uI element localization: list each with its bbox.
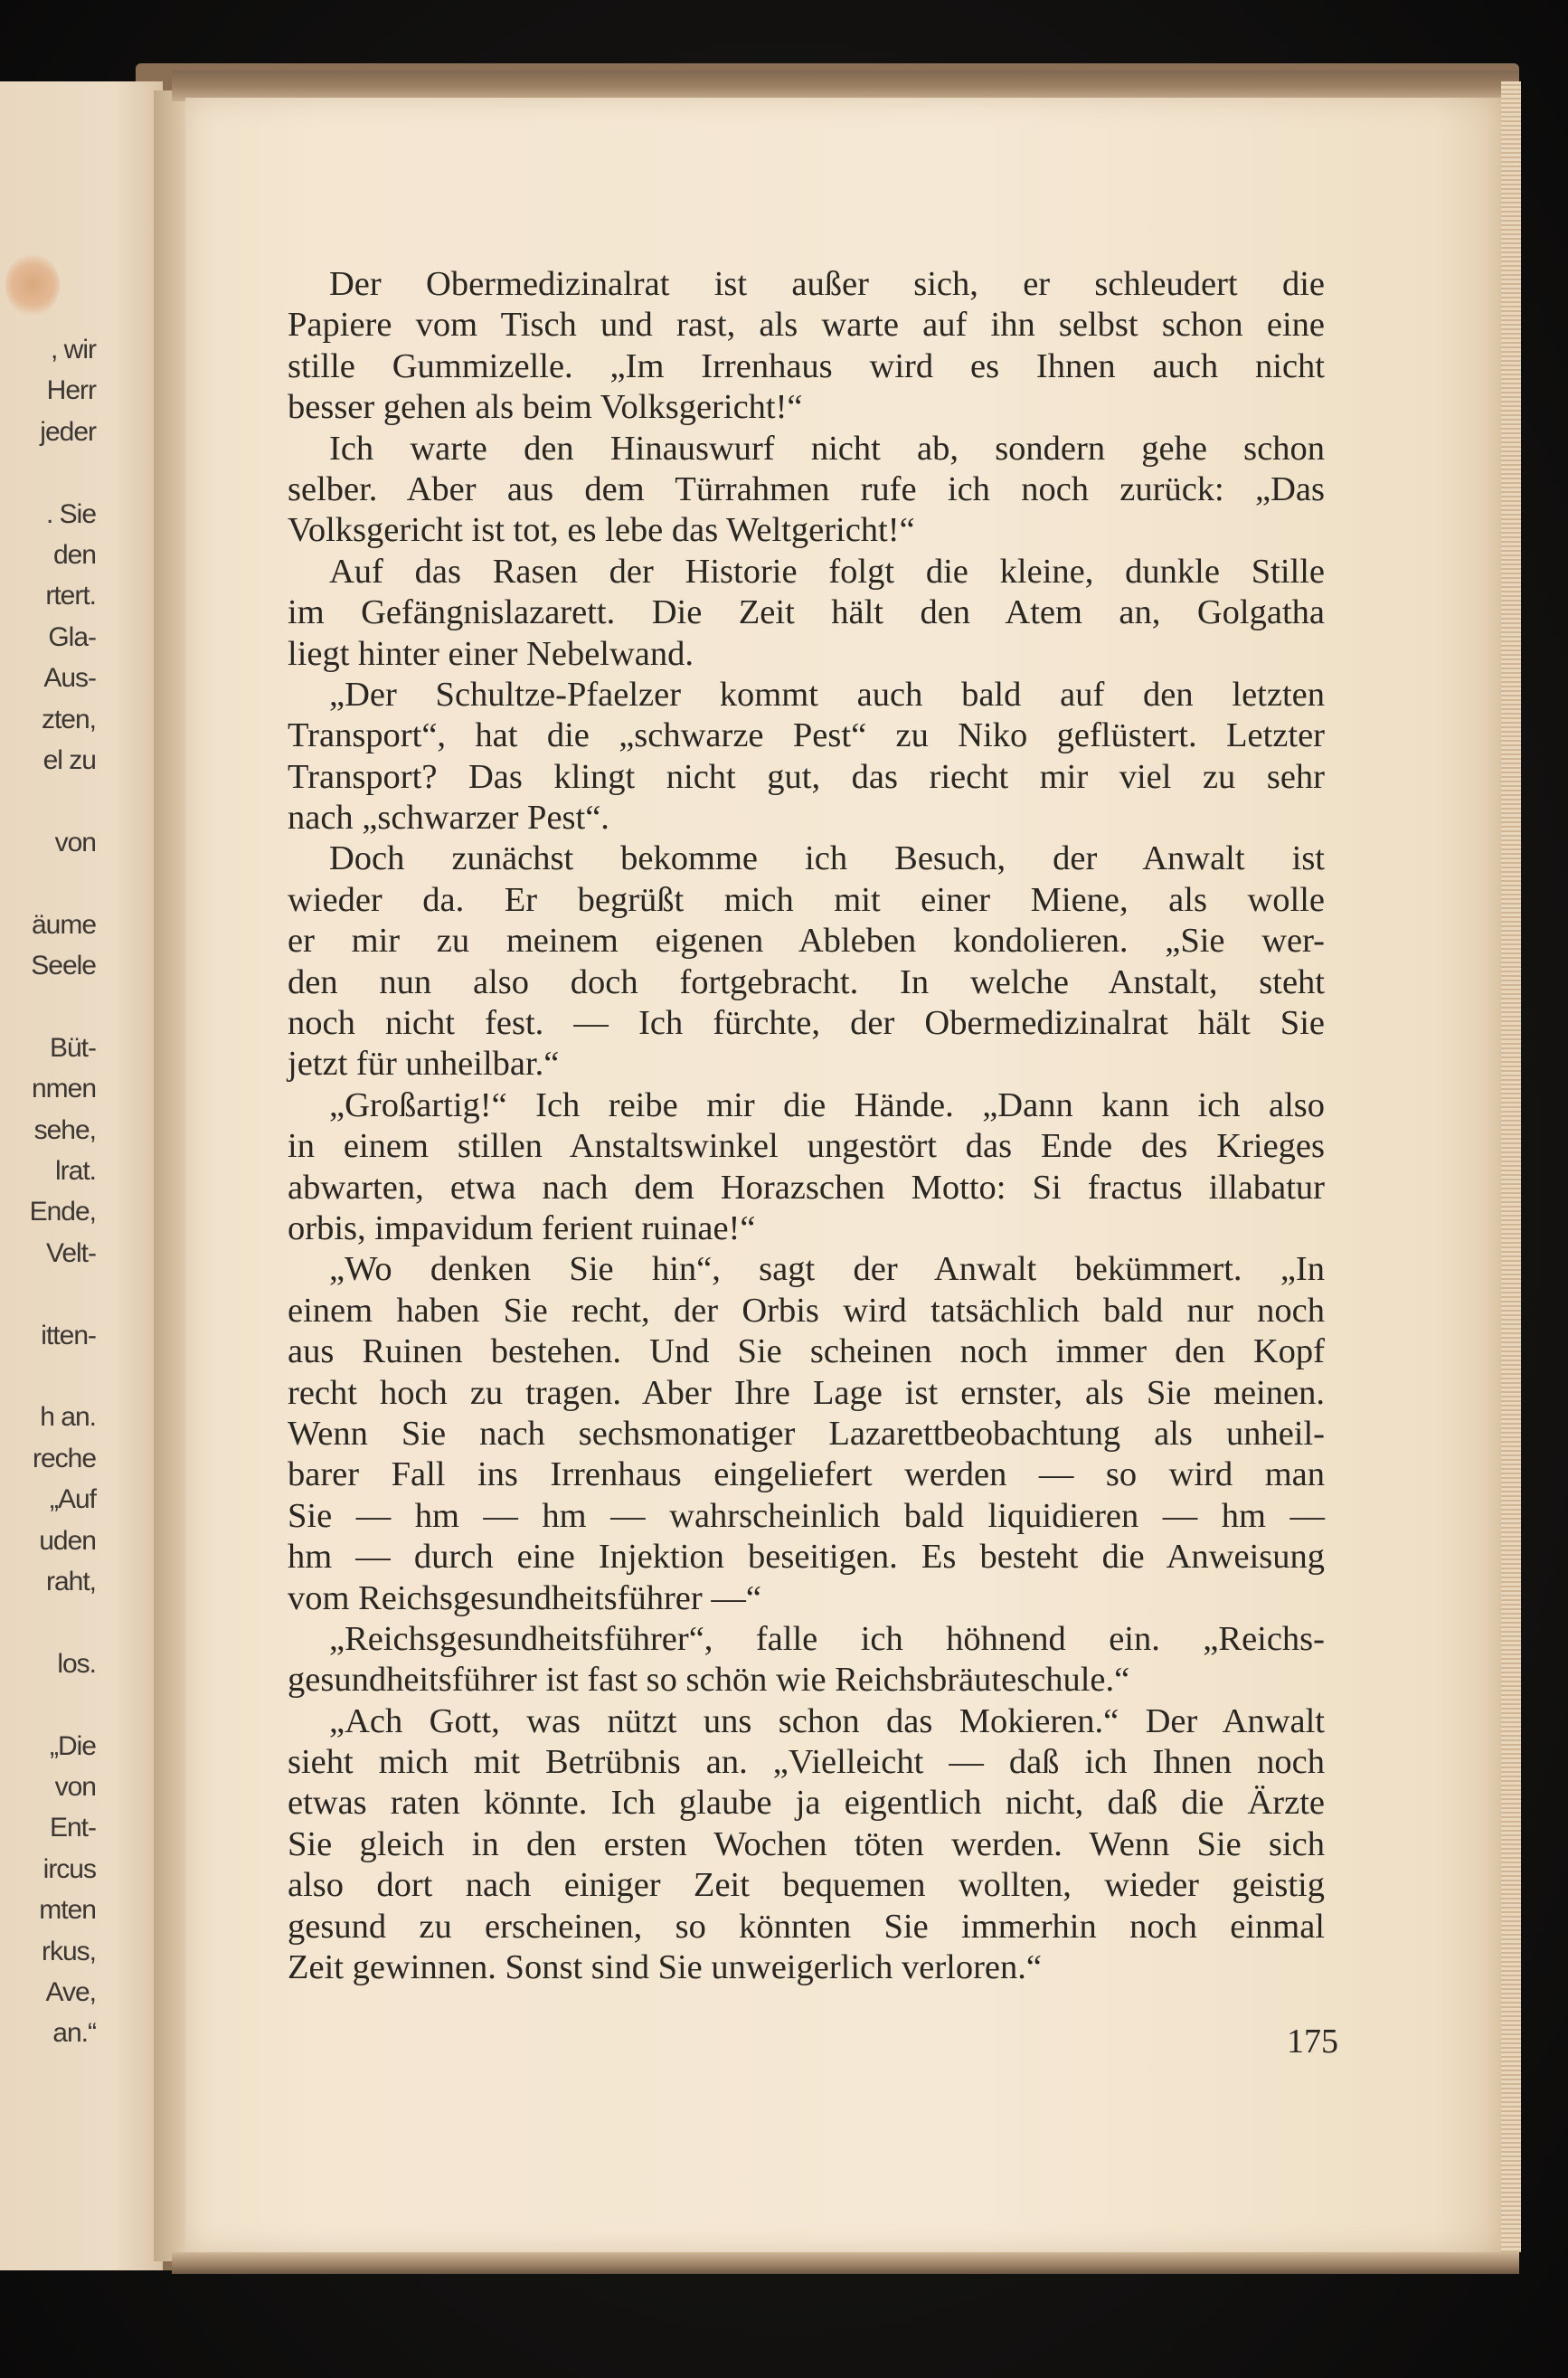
text-line: stille Gummizelle. „Im Irrenhaus wird es Ihnen auch nicht [288,346,1325,385]
previous-page-fragment: Seele [31,951,96,981]
text-line: orbis, impavidum ferient ruinae!“ [288,1208,756,1247]
previous-page-fragment: Herr [46,375,96,406]
previous-page-fragment: Aus- [43,663,96,694]
text-line: liegt hinter einer Nebelwand. [288,634,694,673]
previous-page-fragment: ircus [43,1853,96,1884]
previous-page-fragment: h an. [40,1402,96,1433]
text-line: Papiere vom Tisch und rast, als warte auf ihn selbst schon eine [288,306,1325,345]
text-line: aus Ruinen bestehen. Und Sie scheinen noch immer den Kopf [288,1332,1325,1371]
previous-page-fragment: nmen [31,1074,96,1104]
text-line: barer Fall ins Irrenhaus eingeliefert werden — so wird man [288,1455,1325,1494]
text-line: recht hoch zu tragen. Aber Ihre Lage ist ernster, als Sie meinen. [288,1373,1325,1412]
previous-page-fragment: rtert. [45,581,96,611]
text-line: vom Reichsgesundheitsführer —“ [288,1578,761,1617]
text-line: den nun also doch fortgebracht. In welche Anstalt, steht [288,962,1325,1001]
previous-page-fragment: den [52,540,96,570]
text-line: etwas raten könnte. Ich glaube ja eigentlich nicht, daß die Ärzte [288,1784,1325,1823]
text-line: Der Obermedizinalrat ist außer sich, er schleudert die [329,265,1325,303]
text-line: Zeit gewinnen. Sonst sind Sie unweigerlich verloren.“ [288,1948,1042,1987]
previous-page-fragment: . Sie [45,498,96,529]
page-body-text [288,264,1325,1988]
text-line: einem haben Sie recht, der Orbis wird tatsächlich bald nur noch [288,1291,1325,1330]
text-line: „Großartig!“ Ich reibe mir die Hände. „Dann kann ich also [329,1085,1325,1124]
text-line: „Reichsgesundheitsführer“, falle ich höhnend ein. „Reichs- [329,1619,1325,1658]
previous-page [0,81,163,2270]
text-line: gesundheitsführer ist fast so schön wie Reichsbräuteschule.“ [288,1661,1130,1700]
text-line: jetzt für unheilbar.“ [288,1045,560,1084]
previous-page-fragment: zten, [41,704,96,734]
text-line: Transport? Das klingt nicht gut, das riecht mir viel zu sehr [288,757,1325,796]
previous-page-fragment: mten [39,1895,96,1926]
previous-page-fragment: Velt- [45,1237,96,1268]
text-line: er mir zu meinem eigenen Ableben kondolieren. „Sie wer- [288,922,1325,961]
previous-page-fragment: el zu [43,745,96,775]
text-line: Auf das Rasen der Historie folgt die kleine, dunkle Stille [329,552,1325,591]
text-line: Wenn Sie nach sechsmonatiger Lazarettbeobachtung als unheil- [288,1414,1325,1453]
previous-page-fragment: jeder [40,416,96,447]
text-line: Doch zunächst bekomme ich Besuch, der Anwalt ist [329,839,1325,878]
text-line: „Der Schultze-Pfaelzer kommt auch bald auf den letzten [329,675,1325,714]
text-line: „Wo denken Sie hin“, sagt der Anwalt bekümmert. „In [329,1250,1325,1289]
book-bottom-edge [172,2252,1519,2274]
text-line: also dort nach einiger Zeit bequemen wollten, wieder geistig [288,1866,1325,1905]
text-line: noch nicht fest. — Ich fürchte, der Obermedizinalrat hält Sie [288,1004,1325,1043]
text-line: nach „schwarzer Pest“. [288,799,609,838]
book-top-edge [172,71,1519,101]
previous-page-fragment: lrat. [54,1156,96,1186]
previous-page-fragment: itten- [41,1320,96,1350]
previous-page-fragment: äume [31,909,96,940]
previous-page-fragment: Ent- [49,1813,96,1843]
previous-page-fragment: an.“ [52,2018,96,2049]
text-line: hm — durch eine Injektion beseitigen. Es besteht die Anweisung [288,1538,1325,1577]
previous-page-fragment: Büt- [49,1032,96,1063]
previous-page-fragment: Gla- [48,621,96,652]
previous-page-fragment: von [54,827,96,857]
text-line: besser gehen als beim Volksgericht!“ [288,388,803,427]
previous-page-fragment: , wir [51,335,96,365]
text-line: selber. Aber aus dem Türrahmen rufe ich noch zurück: „Das [288,469,1325,508]
text-line: Sie — hm — hm — wahrscheinlich bald liquidieren — hm — [288,1496,1325,1535]
previous-page-fragment: rkus, [41,1936,96,1966]
previous-page-fragment: los. [57,1648,96,1679]
previous-page-fragment: reche [32,1443,96,1473]
previous-page-fragment: sehe, [33,1114,96,1145]
page-block-edge [1501,81,1521,2252]
text-line: abwarten, etwa nach dem Horazschen Motto: Si fractus illabatur [288,1168,1325,1207]
text-line: in einem stillen Anstaltswinkel ungestört das Ende des Krieges [288,1127,1325,1166]
previous-page-fragment: uden [39,1525,96,1556]
text-line: Ich warte den Hinauswurf nicht ab, sondern gehe schon [329,429,1325,468]
text-line: Transport“, hat die „schwarze Pest“ zu Niko geflüstert. Letzter [288,716,1325,755]
text-line: Sie gleich in den ersten Wochen töten werden. Wenn Sie sich [288,1824,1325,1863]
previous-page-fragment: von [54,1772,96,1802]
text-line: im Gefängnislazarett. Die Zeit hält den Atem an, Golgatha [288,593,1325,632]
page-number: 175 [1287,2023,1338,2061]
previous-page-text [0,81,163,2270]
previous-page-fragment: „Auf [49,1484,96,1515]
previous-page-fragment: Ave, [45,1977,96,2007]
text-line: „Ach Gott, was nützt uns schon das Mokieren.“ Der Anwalt [329,1701,1325,1740]
text-line: gesund zu erscheinen, so könnten Sie immerhin noch einmal [288,1907,1325,1946]
text-line: sieht mich mit Betrübnis an. „Vielleicht — daß ich Ihnen noch [288,1743,1325,1782]
text-line: Volksgericht ist tot, es lebe das Weltgericht!“ [288,511,915,550]
text-line: wieder da. Er begrüßt mich mit einer Miene, als wolle [288,880,1325,919]
previous-page-fragment: Ende, [29,1197,96,1227]
previous-page-fragment: „Die [49,1730,96,1761]
previous-page-fragment: raht, [45,1567,96,1596]
